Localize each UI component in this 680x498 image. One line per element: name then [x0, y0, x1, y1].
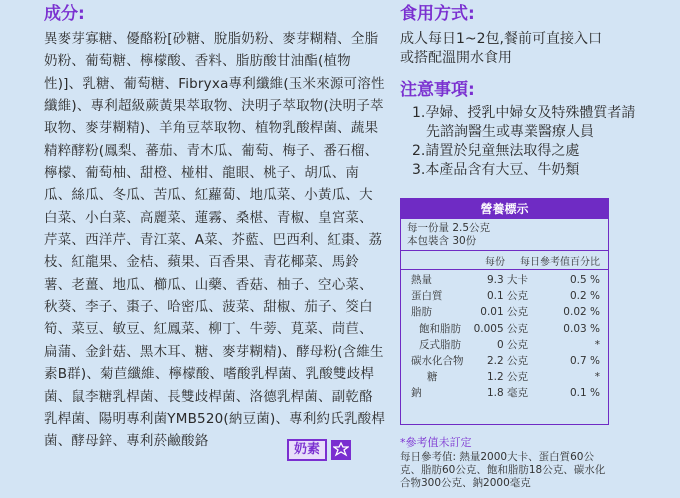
nutrition-row — [401, 272, 608, 288]
nutrient-daily-pct: 0.7 % — [569, 354, 600, 367]
nutrition-title: 營養標示 — [401, 199, 608, 219]
nutrient-daily-pct: 0.03 % — [563, 322, 600, 335]
nutrient-name: 蛋白質 — [411, 290, 443, 303]
col-daily-value: 每日參考值百分比 — [520, 257, 600, 268]
nutrient-daily-pct: 0.2 % — [569, 290, 600, 303]
nutrition-facts-table — [400, 198, 609, 425]
nutrient-daily-pct: 0.5 % — [569, 274, 600, 286]
nutrition-row — [401, 369, 608, 385]
col-per-serving: 每份 — [485, 257, 505, 268]
servings-per-pack: 本包裝含 30份 — [407, 235, 477, 247]
nutrient-daily-pct: * — [594, 371, 600, 384]
ingredients-text: 異麥芽寡糖、優酪粉[砂糖、脫脂奶粉、麥芽糊精、全脂奶粉、葡萄糖、檸檬酸、香料、脂肪酸甘油酯(植物性)]、乳糖、葡萄糖、Fibryxa專利纖維(玉米來源可溶性纖維)、專利超級蕨黃果萃取物、決明子萃取物(決明子萃取物、麥芽糊精)、羊角豆萃取物、植物乳酸桿菌、蔬果精粹酵粉(鳳梨、蕃茄、青木瓜、葡萄、梅子、番石榴、檸檬、葡萄柚、甜橙、椪柑、龍眼、桃子、胡瓜、南瓜、絲瓜、冬瓜、苦瓜、紅蘿蔔、地瓜菜、小黃瓜、大白菜、小白菜、高麗菜、蓮霧、桑椹、青椒、皇宮菜、芹菜、西洋芹、青江菜、A菜、芥藍、巴西利、紅棗、荔枝、紅龍果、金桔、蘋果、百香果、青花椰菜、馬鈴薯、老薑、地瓜、櫛瓜、山藥、香菇、柚子、空心菜、秋葵、李子、棗子、哈密瓜、菠菜、甜椒、茄子、筊白筍、菜豆、敏豆、紅鳳菜、柳丁、牛蒡、莧菜、茼苣、扁蒲、金針菇、黑木耳、糖、麥芽糊精)、酵母粉(含維生素B群)、菊苣纖維、檸檬酸、嗜酸乳桿菌、乳酸雙歧桿菌、鼠李糖乳桿菌、長雙歧桿菌、洛德乳桿菌、副乾酪乳桿菌、陽明專利菌YMB520(納豆菌)、專利約氏乳酸桿菌、酵母鋅、專利菸鹼酸鉻 — [44, 31, 386, 450]
usage-line: 成人每日1~2包,餐前可直接入口 — [400, 31, 602, 47]
nutrition-row — [401, 337, 608, 353]
warning-item: 3.本產品含有大豆、牛奶類 — [412, 162, 580, 178]
nutrient-daily-pct: * — [594, 338, 600, 351]
ingredients-heading: 成分: — [44, 4, 85, 24]
nutrient-amount: 0 公克 — [496, 338, 528, 351]
nutrition-meta — [401, 219, 608, 248]
nutrition-row — [401, 288, 608, 304]
nutrient-daily-pct: 0.02 % — [563, 306, 600, 319]
vegetarian-symbol-icon — [331, 440, 351, 460]
usage-heading: 食用方式: — [400, 4, 475, 24]
nutrient-amount: 0.01 公克 — [480, 306, 528, 319]
nutrient-amount: 9.3 大卡 — [486, 274, 528, 286]
nutrient-amount: 2.2 公克 — [486, 354, 528, 367]
nutrient-amount: 0.005 公克 — [473, 322, 528, 335]
nutrient-amount: 0.1 公克 — [486, 290, 528, 303]
nutrient-amount: 1.2 公克 — [486, 371, 528, 384]
nutrition-row — [401, 321, 608, 337]
warning-item: 1.孕婦、授乳中婦女及特殊體質者請先諮詢醫生或專業醫療人員 — [412, 105, 636, 140]
nutrient-daily-pct: 0.1 % — [569, 387, 600, 400]
warnings-list — [400, 104, 645, 180]
nutrition-row — [401, 304, 608, 320]
serving-size: 每一份量 2.5公克 — [407, 222, 491, 234]
nutrient-name: 糖 — [427, 371, 438, 384]
usage-line: 或搭配溫開水食用 — [400, 50, 512, 66]
nutrition-row — [401, 353, 608, 369]
nutrient-name: 飽和脂肪 — [419, 322, 461, 335]
warning-item: 2.請置於兒童無法取得之處 — [412, 143, 580, 159]
nutrient-name: 脂肪 — [411, 306, 432, 319]
nutrition-rows — [401, 269, 608, 402]
reference-note-title: *參考值未訂定 — [400, 436, 472, 449]
reference-note-text: 每日參考值: 熱量2000大卡、蛋白質60公克、脂肪60公克、飽和脂肪18公克、碳水化合物300公克、鈉2000毫克 — [400, 451, 606, 489]
allergen-label: 奶素 — [287, 439, 327, 461]
nutrient-name: 反式脂肪 — [419, 338, 461, 351]
usage-text — [400, 30, 640, 68]
nutrition-column-headers — [401, 250, 608, 267]
nutrition-row — [401, 385, 608, 401]
nutrient-name: 熱量 — [411, 274, 432, 286]
warnings-heading: 注意事項: — [400, 80, 475, 100]
nutrient-name: 鈉 — [411, 387, 422, 400]
allergen-badge — [287, 439, 351, 461]
nutrient-amount: 1.8 毫克 — [486, 387, 528, 400]
nutrient-name: 碳水化合物 — [411, 354, 464, 367]
